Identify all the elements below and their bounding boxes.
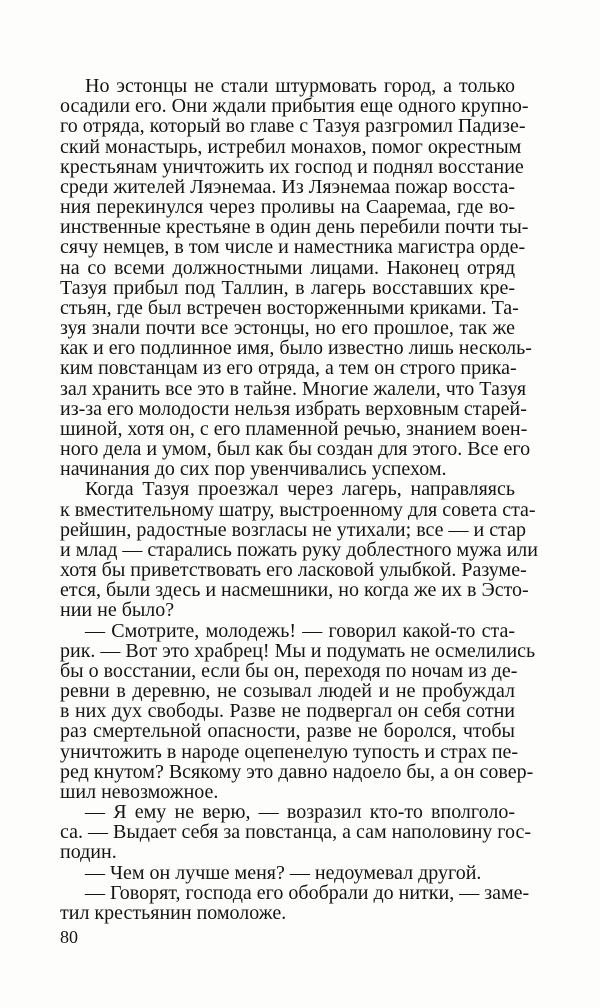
- text-line: рик. — Вот это храбрец! Мы и подумать не осмелились: [60, 640, 536, 662]
- text-line: Но эстонцы не стали штурмовать город, а только: [85, 75, 515, 97]
- text-line: ния перекинулся через проливы на Сааремаа, где во-: [60, 196, 515, 218]
- text-line: как и его подлинное имя, было известно лишь несколь-: [60, 337, 532, 359]
- text-line: — Чем он лучше меня? — недоумевал другой.: [85, 862, 482, 884]
- text-line: на со всеми должностными лицами. Наконец отряд: [60, 257, 515, 279]
- text-line: рейшин, радостные возгласы не утихали; все — и стар: [60, 519, 526, 541]
- text-line: бы о восстании, если бы он, переходя по ночам из де-: [60, 660, 518, 682]
- text-line: инственные крестьяне в один день перебили почти ты-: [60, 216, 529, 238]
- text-line: крестьянам уничтожить их господ и поднял восстание: [60, 156, 524, 178]
- text-line: в них дух свободы. Разве не подвергал он себя сотни: [60, 700, 515, 722]
- text-line: среди жителей Ляэнемаа. Из Ляэнемаа пожар восста-: [60, 176, 515, 198]
- text-line: из-за его молодости нельзя избрать верховным старей-: [60, 398, 527, 420]
- text-line: го отряда, который во главе с Тазуя разгромил Падизе-: [60, 115, 526, 137]
- text-line: ред кнутом? Всякому это давно надоело бы, а он совер-: [60, 761, 534, 783]
- text-line: — Говорят, господа его обобрали до нитки, — заме-: [85, 882, 530, 904]
- text-line: к вместительному шатру, выстроенному для совета ста-: [60, 499, 536, 521]
- text-line: ский монастырь, истребил монахов, помог окрестным: [60, 136, 522, 158]
- text-line: нии не было?: [60, 599, 175, 621]
- text-line: ким повстанцам из его отряда, а тем он строго прика-: [60, 357, 517, 379]
- text-line: — Смотрите, молодежь! — говорил какой-то ста-: [85, 620, 515, 642]
- text-line: Тазуя прибыл под Таллин, в лагерь восставших кре-: [60, 277, 515, 299]
- text-line: зал хранить все это в тайне. Многие жалели, что Тазуя: [60, 378, 527, 400]
- text-line: Когда Тазуя проезжал через лагерь, направляясь: [85, 478, 515, 500]
- text-line: шиной, хотя он, с его пламенной речью, знанием воен-: [60, 418, 528, 440]
- text-line: начинания до сих пор увенчивались успехом.: [60, 458, 447, 480]
- text-line: — Я ему не верю, — возразил кто-то вполголо-: [85, 801, 515, 823]
- text-line: уничтожить в народе оцепенелую тупость и страх пе-: [60, 741, 519, 763]
- page-number: 80: [60, 927, 78, 947]
- text-line: и млад — старались пожать руку доблестного мужа или: [60, 539, 538, 561]
- text-line: ревни в деревню, не созывал людей и не пробуждал: [60, 680, 515, 702]
- text-line: шил невозможное.: [60, 781, 219, 803]
- text-line: зуя знали почти все эстонцы, но его прошлое, так же: [60, 317, 515, 339]
- text-line: подин.: [60, 841, 117, 863]
- text-line: тил крестьянин помоложе.: [60, 902, 287, 924]
- text-line: са. — Выдает себя за повстанца, а сам наполовину гос-: [60, 821, 532, 843]
- text-line: ется, были здесь и насмешники, но когда же их в Эсто-: [60, 579, 529, 601]
- text-line: сячу немцев, в том числе и наместника магистра орде-: [60, 236, 526, 258]
- text-line: раз смертельной опасности, разве не боролся, чтобы: [60, 720, 515, 742]
- text-line: хотя бы приветствовать его ласковой улыбкой. Разуме-: [60, 559, 527, 581]
- text-line: ного дела и умом, был как бы создан для этого. Все его: [60, 438, 531, 460]
- text-line: осадили его. Они ждали прибытия еще одного крупно-: [60, 95, 529, 117]
- text-line: стьян, где был встречен восторженными криками. Та-: [60, 297, 519, 319]
